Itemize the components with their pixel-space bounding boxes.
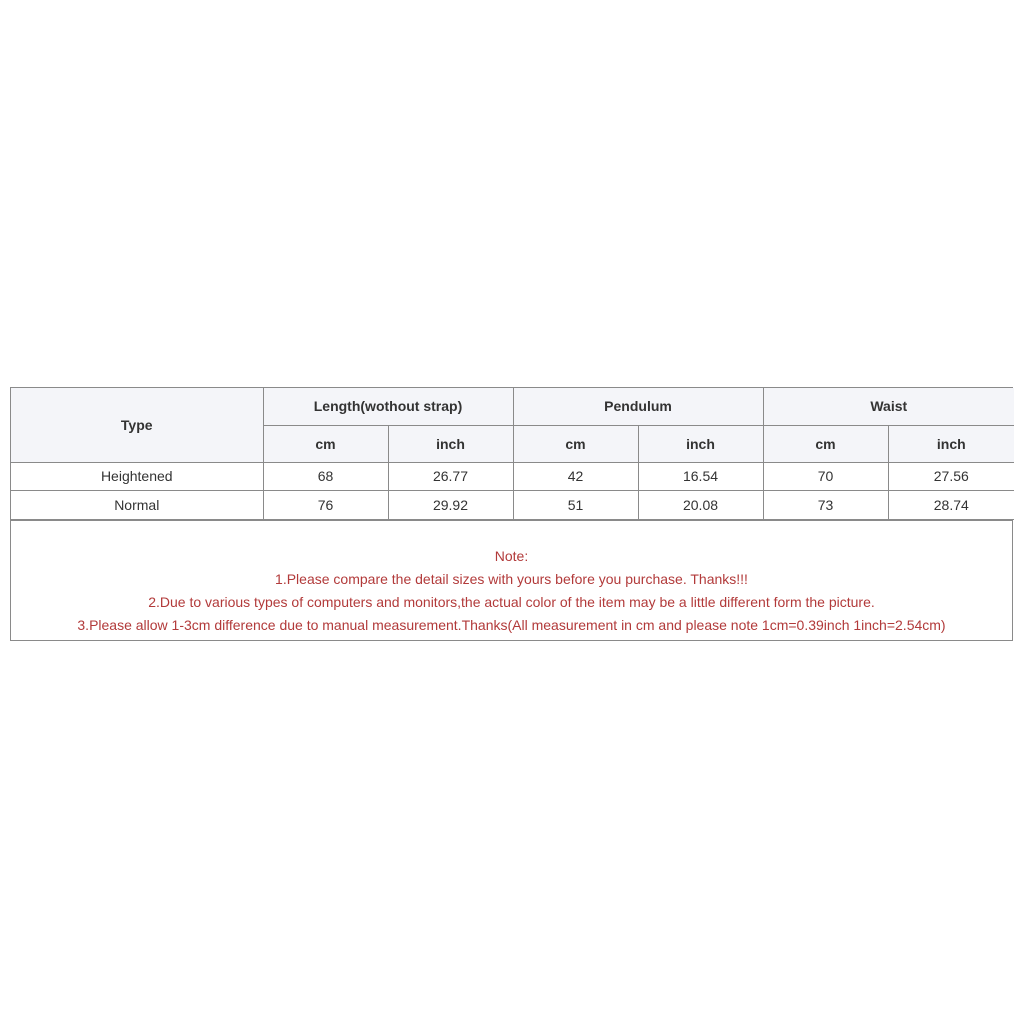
size-chart xyxy=(10,387,1013,641)
type-cell: Heightened xyxy=(11,462,263,490)
value-cell: 51 xyxy=(513,490,638,519)
size-table xyxy=(11,388,1014,520)
unit-header: inch xyxy=(638,425,763,462)
unit-header: inch xyxy=(388,425,513,462)
note-line: 1.Please compare the detail sizes with yours before you purchase. Thanks!!! xyxy=(275,570,748,587)
value-cell: 29.92 xyxy=(388,490,513,519)
value-cell: 27.56 xyxy=(888,462,1014,490)
unit-header: cm xyxy=(263,425,388,462)
value-cell: 42 xyxy=(513,462,638,490)
value-cell: 70 xyxy=(763,462,888,490)
note-line: 3.Please allow 1-3cm difference due to manual measurement.Thanks(All measurement in cm and please note 1cm=0.39inch 1inch=2.54cm) xyxy=(77,617,946,634)
table-row xyxy=(11,490,1014,519)
value-cell: 16.54 xyxy=(638,462,763,490)
value-cell: 26.77 xyxy=(388,462,513,490)
value-cell: 28.74 xyxy=(888,490,1014,519)
value-cell: 76 xyxy=(263,490,388,519)
value-cell: 68 xyxy=(263,462,388,490)
waist-header: Waist xyxy=(763,388,1014,425)
unit-header: inch xyxy=(888,425,1014,462)
type-cell: Normal xyxy=(11,490,263,519)
notes-section xyxy=(11,520,1012,640)
note-line: 2.Due to various types of computers and monitors,the actual color of the item may be a little different form the picture. xyxy=(148,594,875,611)
type-header: Type xyxy=(11,388,263,462)
table-row xyxy=(11,462,1014,490)
length-header: Length(wothout strap) xyxy=(263,388,513,425)
value-cell: 20.08 xyxy=(638,490,763,519)
unit-header: cm xyxy=(763,425,888,462)
pendulum-header: Pendulum xyxy=(513,388,763,425)
notes-title: Note: xyxy=(494,547,529,564)
unit-header: cm xyxy=(513,425,638,462)
value-cell: 73 xyxy=(763,490,888,519)
